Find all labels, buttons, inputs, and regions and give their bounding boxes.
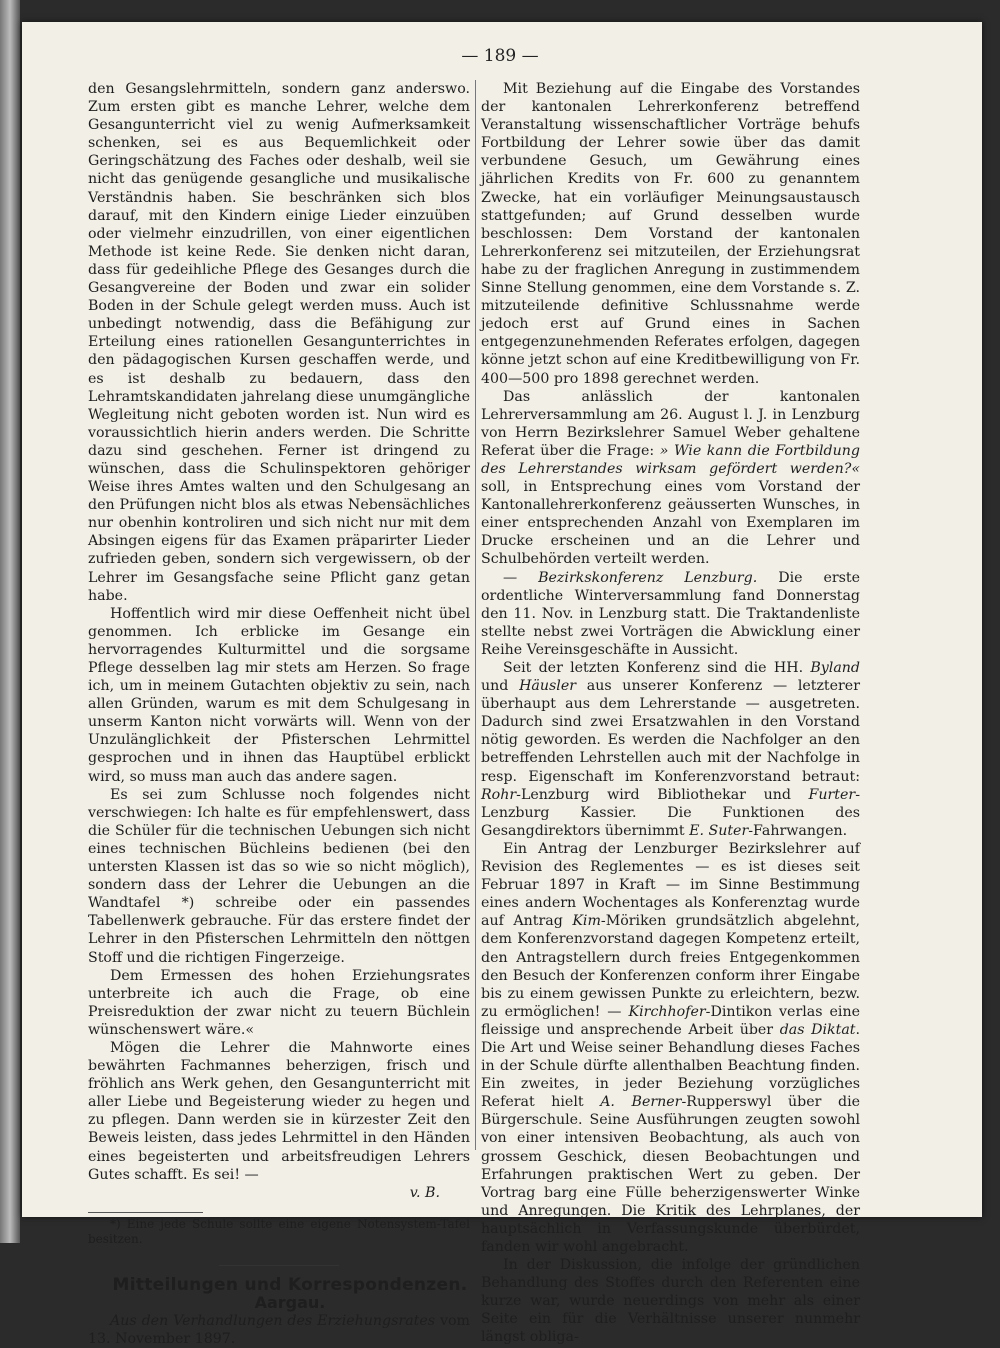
column-divider <box>475 80 476 1150</box>
conference-title: — Bezirkskonferenz Lenzburg. <box>503 569 758 586</box>
left-column <box>88 80 470 1348</box>
name-haeusler: Häusler <box>519 678 577 695</box>
right-paragraph-3 <box>481 569 860 659</box>
p5-text-d: . Die Art und Weise seiner Behandlung dieses Faches in der Schule dürfte allenthalben Beachtung finden. Ein zweites, in jeder Beziehung vorzügliches Referat hielt <box>481 1021 861 1111</box>
binding-edge <box>0 0 20 1243</box>
p4-text-e: -Lenzburg Kassier. Die Funktionen des Gesangdirektors übernimmt <box>481 786 860 839</box>
canton-heading: Aargau. <box>254 1292 326 1312</box>
right-paragraph-2 <box>481 388 860 569</box>
left-paragraph-5: Mögen die Lehrer die Mahnworte eines bewährten Fachmannes beherzigen, frisch und fröhlich ans Werk gehen, den Gesangunterricht mit aller Liebe und Begeisterung wieder zu hegen und zu pflegen. Dann werden sie in kürzester Zeit den Beweis leisten, dass jedes Lehrmittel in den Händen eines begeisterten und arbeitsfreudigen Lehrers Gutes schafft. Es sei! — <box>88 1039 470 1183</box>
left-paragraph-1: den Gesangslehrmitteln, sondern ganz anderswo. Zum ersten gibt es manche Lehrer, welche dem Gesangunterricht viel zu wenig Aufmerksamkeit schenken, sei es aus Bequemlichkeit oder Geringschätzung des Faches oder deshalb, weil sie nicht das genügende gesangliche und musikalische Verständnis haben. Sie beschränken sich blos darauf, mit den Kindern einige Lieder einzuüben oder vielmehr einzudrillen, von einer eigentlichen Methode ist keine Rede. Sie denken nicht daran, dass für gedeihliche Pflege des Gesanges durch die Gesangvereine der Boden und zwar ein solider Boden in der Schule gelegt werden muss. Auch ist unbedingt notwendig, dass die Befähigung zur Erteilung eines rationellen Gesangunterrichtes in den pädagogischen Kursen geschaffen werde, und es ist deshalb zu bedauern, dass den Lehramtskandidaten jahrelang diese unumgängliche Wegleitung nicht geboten worden ist. Nun wird es voraussichtlich hierin anders werden. Die Schritte dazu sind geschehen. Ferner ist dringend zu wünschen, dass die Schulinspektoren gehöriger Weise ihres Amtes walten und den Schulgesang an den Prüfungen nicht blos als etwas Nebensächliches nur obenhin kontroliren und sich nicht nur mit dem Absingen eigens für das Examen präparirter Lieder zufrieden geben, sondern sich vergewissern, ob der Lehrer im Gesangsfache seine Pflicht ganz getan habe. <box>88 81 470 604</box>
name-furter: Furter <box>808 786 856 803</box>
right-paragraph-5 <box>481 840 860 1256</box>
p4-text-b: und <box>481 678 509 695</box>
page-number: — 189 — <box>461 46 539 66</box>
footnote-rule <box>88 1212 203 1213</box>
p5-text-a: Ein Antrag der Lenzburger Bezirkslehrer auf Revision des Reglementes — es ist dieses seit Februar 1897 in Kraft — im Sinne Bestimmung eines andern Wochentages als Konferenztag wurde auf Antrag <box>481 840 860 930</box>
name-byland: Byland <box>810 660 860 676</box>
name-kim: Kim <box>572 913 601 930</box>
p5-text-c: -Dintikon verlas eine fleissige und ansprechende Arbeit über <box>481 1003 860 1038</box>
right-paragraph-1: Mit Beziehung auf die Eingabe des Vorstandes der kantonalen Lehrerkonferenz betreffend Veranstaltung wissenschaftlicher Vorträge behufs Fortbildung der Lehrer sowie über das damit verbundene Gesuch, um Gewährung eines jährlichen Kredits von Fr. 600 zu genanntem Zwecke, hat ein vorläufiger Meinungsaustausch stattgefunden; auf Grund desselben wurde beschlossen: Dem Vorstand der kantonalen Lehrerkonferenz sei mitzuteilen, der Erziehungsrat habe zu der fraglichen Anregung in zustimmendem Sinne Stellung genommen, eine dem Vorstande s. Z. mitzuteilende definitive Schlussnahme werde jedoch erst auf Grund eines in Sachen entgegenzunehmenden Referates erfolgen, dagegen könne jetzt schon auf eine Kreditbewilligung von Fr. 400—500 pro 1898 gerechnet werden. <box>481 81 860 387</box>
right-column <box>481 80 860 1347</box>
name-suter: E. Suter <box>689 822 749 839</box>
topic-diktat: das Diktat <box>779 1021 856 1038</box>
p2-start: Das anlässlich der kantonalen Lehrerversammlung am 26. August l. J. in Lenzburg von Herrn Bezirkslehrer Samuel Weber gehaltene Referat über die Frage: <box>481 388 860 459</box>
p4-text-a: Seit der letzten Konferenz sind die HH. <box>503 660 804 676</box>
report-date: vom 13. November 1897. <box>88 1313 470 1348</box>
left-paragraph-4: Dem Ermessen des hohen Erziehungsrates unterbreite ich auch die Frage, ob eine Preisreduktion der zwar nicht zu teuern Büchlein wünschenswert wäre.« <box>88 967 470 1038</box>
report-title: Aus den Verhandlungen des Erziehungsrates <box>110 1313 436 1329</box>
section-rule <box>219 1265 339 1266</box>
p5-text-e: -Rupperswyl über die Bürgerschule. Seine Ausführungen zeugten sowohl von einer intensiven Beobachtung, als auch von grossem Geschick, diesen Beobachtungen und Erfahrungen praktischen Wert zu geben. Der Vortrag barg eine Fülle beherzigenswerter Winke und Anregungen. Die Kritik des Lehrplanes, der hauptsächlich in Verfassungskunde überbürdet, fanden wir wohl angebracht. <box>481 1094 861 1255</box>
report-heading <box>88 1312 470 1348</box>
conference-text: Die erste ordentliche Winterversammlung fand Donnerstag den 11. Nov. in Lenzburg statt. Die Traktandenliste stellte nebst zwei Vorträgen die Abwicklung einer Reihe Vereinsgeschäfte in Aussicht. <box>481 569 861 658</box>
name-rohr: Rohr <box>481 786 517 803</box>
author-signature: v. B. <box>409 1184 440 1201</box>
name-kirchhofer: Kirchhofer <box>628 1003 706 1020</box>
p4-text-f: -Fahrwangen. <box>748 822 848 839</box>
footnote: *) Eine jede Schule sollte eine eigene Notensystem-Tafel besitzen. <box>88 1216 470 1246</box>
left-paragraph-3: Es sei zum Schlusse noch folgendes nicht verschwiegen: Ich halte es für empfehlenswert, dass die Schüler für die technischen Uebungen sich nicht eines technischen Büchleins bedienen (bei den untersten Klassen ist das so wie so nicht möglich), sondern dass der Lehrer die Uebungen an die Wandtafel *) schreibe oder ein passendes Tabellenwerk gebrauche. Für das erstere findet der Lehrer in den Pfisterschen Lehrmitteln den nöttgen Stoff und die richtigen Fingerzeige. <box>88 786 470 966</box>
p4-text-d: -Lenzburg wird Bibliothekar und <box>516 786 791 803</box>
p5-text-b: -Möriken grundsätzlich abgelehnt, dem Konferenzvorstand dagegen Kompetenz erteilt, den Antragstellern durch freies Entgegenkommen den Besuch der Konferenzen conform ihrer Eingabe bis zu einem gewissen Punkte zu erleichtern, bezw. zu ermöglichen! — <box>481 913 860 1020</box>
name-berner: A. Berner <box>600 1094 682 1111</box>
right-paragraph-4 <box>481 659 860 840</box>
right-paragraph-6: In der Diskussion, die infolge der gründlichen Behandlung des Stoffes durch den Referenten eine kurze war, wurde neuerdings von mehr als einer Seite ein für die Verhältnisse unserer nunmehr längst obliga- <box>481 1257 860 1346</box>
section-title: Mitteilungen und Korrespondenzen. <box>112 1274 468 1295</box>
p2-quote: » Wie kann die Fortbildung des Lehrerstandes wirksam gefördert werden?« <box>481 442 860 477</box>
p2-end: soll, in Entsprechung eines vom Vorstand der Kantonallehrerkonferenz geäusserten Wunsches, in einer entsprechenden Anzahl von Exemplaren im Drucke erscheinen und an die Lehrer und Schulbehörden verteilt werden. <box>481 479 860 568</box>
p4-text-c: aus unserer Konferenz — letzterer überhaupt aus dem Lehrerstande — ausgetreten. Dadurch sind zwei Ersatzwahlen in den Vorstand nötig geworden. Es werden die Nachfolger an den betreffenden Lehrstellen auch mit der Nachfolge in resp. Eigenschaft im Konferenzvorstand betraut: <box>481 678 860 785</box>
left-paragraph-2: Hoffentlich wird mir diese Oeffenheit nicht übel genommen. Ich erblicke im Gesange ein hervorragendes Kulturmittel und die sorgsame Pflege desselben lag mir stets am Herzen. So frage ich, um in meinem Gutachten objektiv zu sein, nach allen Gründen, warum es mit dem Schulgesang in unserm Kanton nicht vorwärts will. Wenn von der Unzulänglichkeit der Pfisterschen Lehrmittel gesprochen und in ihnen das Hauptübel erblickt wird, so muss man auch das andere sagen. <box>88 605 470 785</box>
